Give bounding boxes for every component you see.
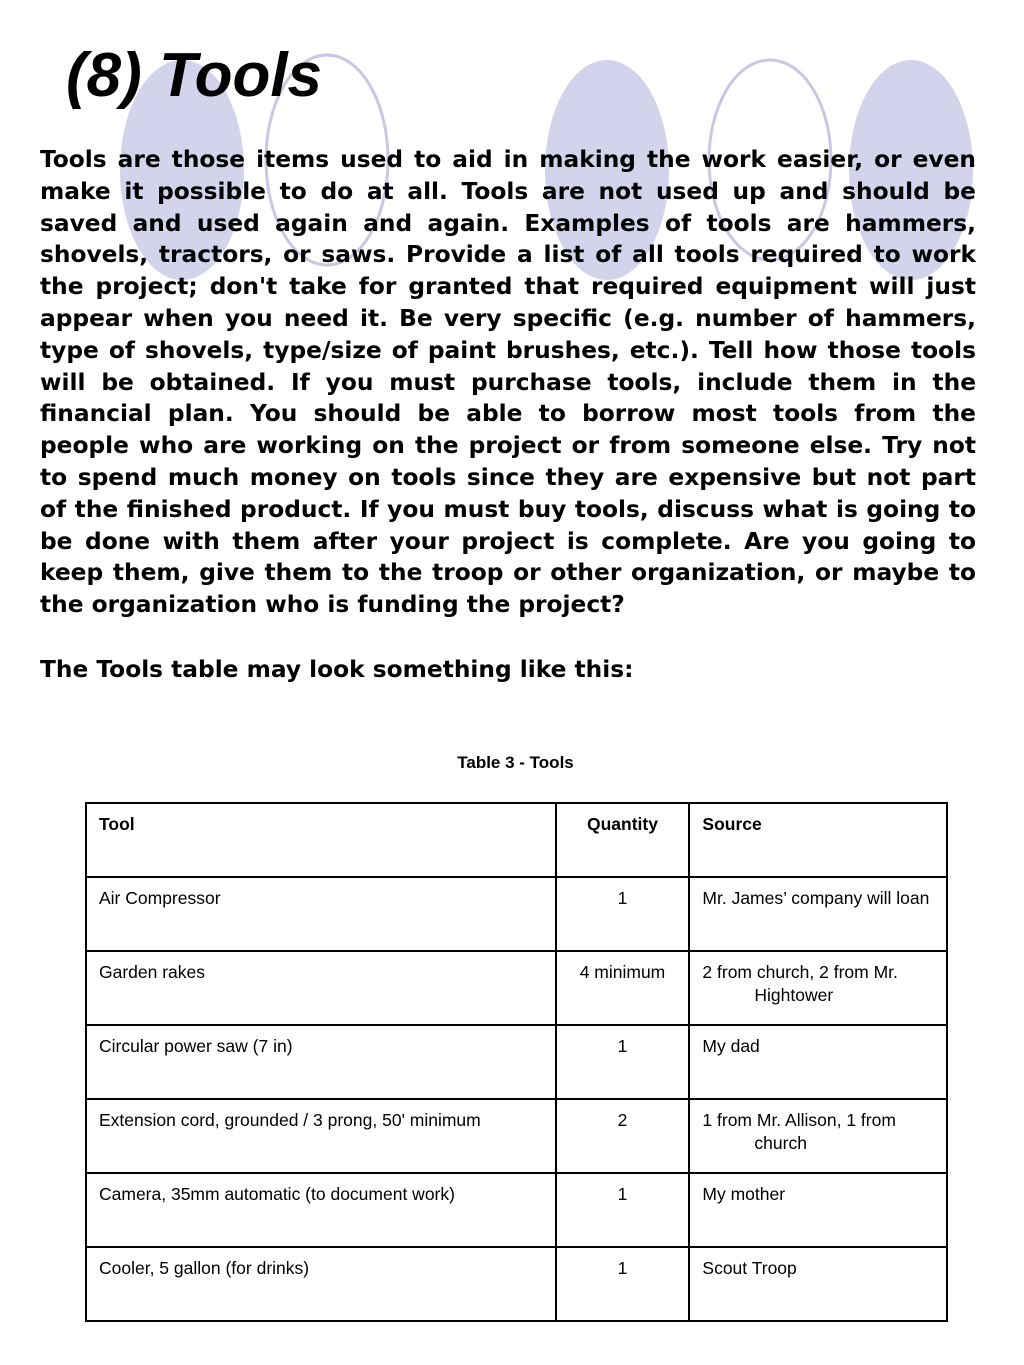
header-source: Source (689, 803, 947, 877)
cell-source (689, 1247, 947, 1321)
cell-source (689, 1099, 947, 1173)
source-text: Scout Troop (702, 1258, 797, 1278)
cell-quantity: 2 (556, 1099, 690, 1173)
table-row (86, 951, 947, 1025)
table-intro: The Tools table may look something like this: (40, 656, 634, 683)
header-tool: Tool (86, 803, 556, 877)
cell-quantity: 1 (556, 1173, 690, 1247)
cell-source (689, 1173, 947, 1247)
table-row (86, 1025, 947, 1099)
cell-quantity: 1 (556, 1247, 690, 1321)
table-row (86, 877, 947, 951)
table-row (86, 1099, 947, 1173)
cell-quantity: 1 (556, 1025, 690, 1099)
cell-tool: Cooler, 5 gallon (for drinks) (86, 1247, 556, 1321)
cell-tool: Extension cord, grounded / 3 prong, 50' minimum (86, 1099, 556, 1173)
source-text: My mother (702, 1184, 786, 1204)
cell-quantity: 1 (556, 877, 690, 951)
cell-tool: Camera, 35mm automatic (to document work) (86, 1173, 556, 1247)
cell-source (689, 1025, 947, 1099)
cell-tool: Air Compressor (86, 877, 556, 951)
source-text: 2 from church, 2 from Mr. Hightower (702, 962, 898, 1005)
source-text: My dad (702, 1036, 760, 1056)
tools-table (85, 802, 948, 1322)
body-paragraph: Tools are those items used to aid in making the work easier, or even make it possible to do at all. Tools are not used up and should be saved and used again and again. Examples of tools are hammers, shovels, tractors, or saws. Provide a list of all tools required to work the project; don't take for granted that required equipment will just appear when you need it. Be very specific (e.g. number of hammers, type of shovels, type/size of paint brushes, etc.). Tell how those tools will be obtained. If you must purchase tools, include them in the financial plan. You should be able to borrow most tools from the people who are working on the project or from someone else. Try not to spend much money on tools since they are expensive but not part of the finished product. If you must buy tools, discuss what is going to be done with them after your project is complete. Are you going to keep them, give them to the troop or other organization, or maybe to the organization who is funding the project? (40, 146, 976, 619)
cell-quantity: 4 minimum (556, 951, 690, 1025)
table-header-row (86, 803, 947, 877)
header-quantity: Quantity (556, 803, 690, 877)
page-title: (8) Tools (66, 41, 323, 110)
cell-tool: Garden rakes (86, 951, 556, 1025)
table-caption: Table 3 - Tools (457, 753, 574, 772)
source-text: Mr. James’ company will loan (702, 888, 930, 908)
source-text: 1 from Mr. Allison, 1 from church (702, 1110, 896, 1153)
table-row (86, 1173, 947, 1247)
cell-tool: Circular power saw (7 in) (86, 1025, 556, 1099)
table-row (86, 1247, 947, 1321)
cell-source (689, 877, 947, 951)
cell-source (689, 951, 947, 1025)
